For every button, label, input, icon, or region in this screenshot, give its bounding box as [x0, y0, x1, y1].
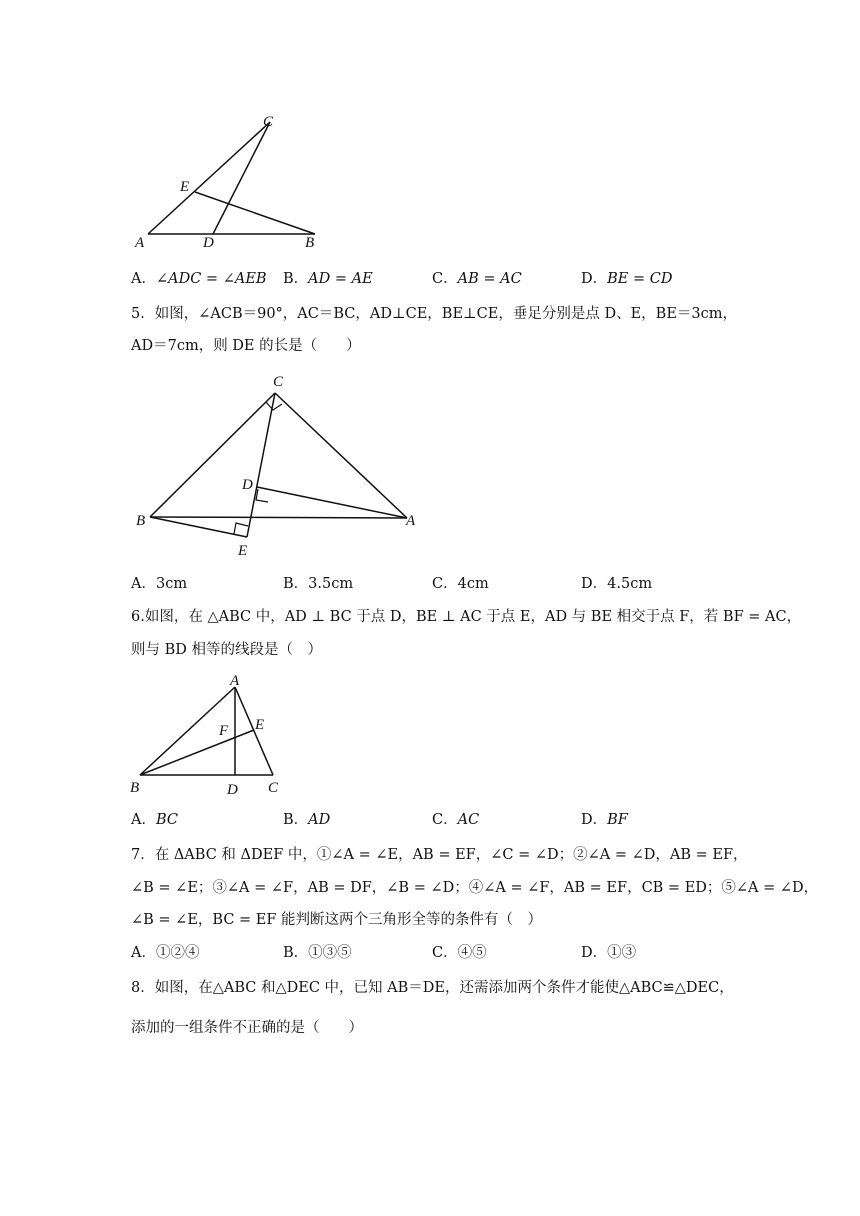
q7-option-c[interactable]: [432, 943, 487, 963]
q6-option-c[interactable]: [432, 810, 479, 830]
q5-option-b[interactable]: [283, 574, 353, 594]
option-text: AB = AC: [457, 271, 522, 287]
q7-option-a[interactable]: [131, 943, 199, 963]
q5-label-c: C: [273, 374, 284, 390]
q5-label-e: E: [238, 543, 248, 559]
option-text: 3cm: [155, 576, 188, 592]
q5-option-d[interactable]: [581, 574, 652, 594]
q5-label-a: A: [406, 513, 416, 529]
q4-label-a: A: [135, 235, 145, 251]
option-text: ①③⑤: [308, 945, 352, 961]
q6-stem-line2: 则与 BD 相等的线段是（ ）: [131, 642, 322, 658]
option-letter: A．: [131, 945, 156, 961]
q5-figure: [130, 368, 430, 560]
q6-label-c: C: [268, 780, 279, 796]
option-text: ④⑤: [457, 945, 487, 961]
option-letter: D．: [581, 576, 608, 592]
q5-label-b: B: [136, 513, 146, 529]
option-letter: B．: [283, 812, 309, 828]
q6-option-b[interactable]: [283, 810, 330, 830]
q6-stem-line1: 6.如图，在 △ABC 中，AD ⊥ BC 于点 D，BE ⊥ AC 于点 E，AD 与 BE 相交于点 F，若 BF = AC，: [131, 609, 802, 625]
q4-figure: [125, 108, 335, 253]
option-letter: B．: [283, 576, 309, 592]
option-text: ①②④: [155, 945, 200, 961]
q6-label-e: E: [255, 717, 265, 733]
q7-stem-line3: ∠B = ∠E，BC = EF 能判断这两个三角形全等的条件有（ ）: [131, 912, 543, 928]
option-text: BF: [607, 812, 628, 828]
q6-label-b: B: [130, 780, 140, 796]
option-letter: C．: [432, 576, 458, 592]
q4-label-b: B: [305, 235, 315, 251]
option-text: ①③: [607, 945, 637, 961]
option-text: ∠ADC = ∠AEB: [155, 271, 267, 287]
option-text: AC: [457, 812, 480, 828]
q4-label-d: D: [203, 235, 214, 251]
q6-label-f: F: [219, 723, 229, 739]
option-letter: A．: [131, 576, 156, 592]
q8-stem-line2: 添加的一组条件不正确的是（ ）: [131, 1020, 363, 1036]
q4-option-d[interactable]: [581, 269, 672, 289]
option-letter: D．: [581, 812, 608, 828]
q7-option-b[interactable]: [283, 943, 352, 963]
q7-option-d[interactable]: [581, 943, 636, 963]
option-letter: B．: [283, 945, 309, 961]
q6-label-d: D: [227, 782, 238, 798]
q5-stem-line2: AD＝7cm，则 DE 的长是（ ）: [131, 338, 361, 354]
option-letter: D．: [581, 945, 608, 961]
q5-option-a[interactable]: [131, 574, 187, 594]
option-letter: D．: [581, 271, 608, 287]
option-letter: B．: [283, 271, 309, 287]
option-text: 4cm: [457, 576, 489, 592]
q8-stem-line1: 8．如图，在△ABC 和△DEC 中，已知 AB＝DE，还需添加两个条件才能使△ABC≌△DEC，: [131, 980, 734, 996]
option-letter: A．: [131, 812, 156, 828]
option-text: BC: [155, 812, 179, 828]
option-text: BE = CD: [607, 271, 673, 287]
option-text: AD = AE: [308, 271, 373, 287]
q4-label-c: C: [263, 114, 274, 130]
q7-stem-line2: ∠B = ∠E；③∠A = ∠F，AB = DF，∠B = ∠D；④∠A = ∠F，AB = EF，CB = ED；⑤∠A = ∠D，: [131, 880, 819, 896]
option-letter: C．: [432, 945, 458, 961]
option-letter: C．: [432, 271, 458, 287]
q5-option-c[interactable]: [432, 574, 489, 594]
option-text: 3.5cm: [308, 576, 354, 592]
option-letter: C．: [432, 812, 458, 828]
option-text: 4.5cm: [607, 576, 653, 592]
q4-option-b[interactable]: [283, 269, 373, 289]
q6-option-a[interactable]: [131, 810, 178, 830]
q7-stem-line1: 7．在 ΔABC 和 ΔDEF 中，①∠A = ∠E，AB = EF，∠C = ∠D；②∠A = ∠D，AB = EF，: [131, 847, 748, 863]
q4-label-e: E: [180, 179, 190, 195]
q6-option-d[interactable]: [581, 810, 628, 830]
option-text: AD: [308, 812, 331, 828]
q6-figure: [125, 670, 295, 800]
q4-option-a[interactable]: [131, 269, 267, 289]
q5-stem-line1: 5．如图，∠ACB＝90°，AC＝BC，AD⊥CE，BE⊥CE，垂足分别是点 D、E，BE＝3cm，: [131, 306, 738, 322]
q4-option-c[interactable]: [432, 269, 522, 289]
q5-label-d: D: [242, 477, 253, 493]
option-letter: A．: [131, 271, 156, 287]
q6-label-a: A: [230, 673, 240, 689]
